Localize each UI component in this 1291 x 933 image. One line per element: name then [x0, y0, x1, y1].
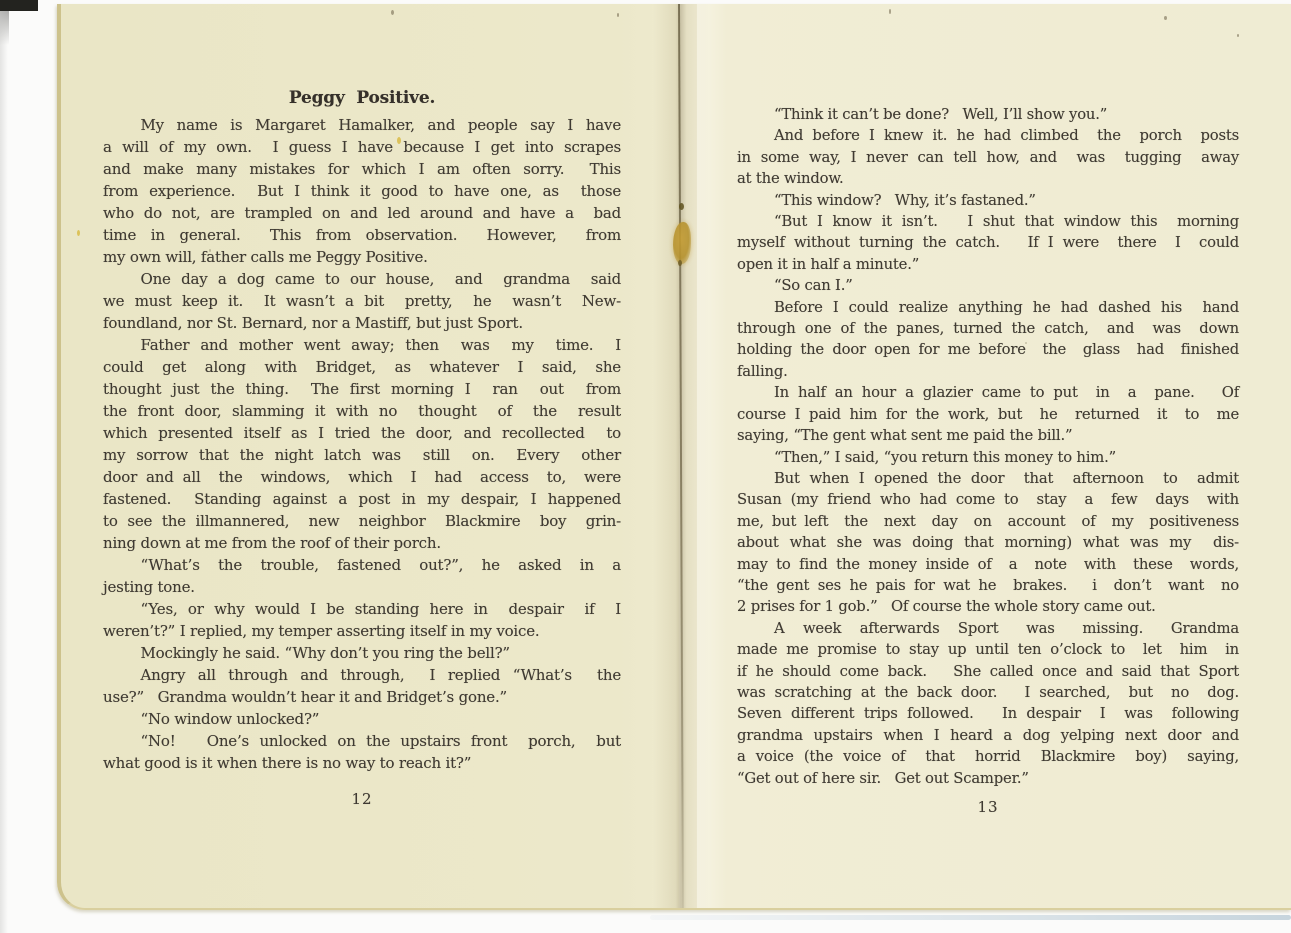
text-line: falling. — [737, 362, 788, 380]
text-line: course I paid him for the work, but he returned it to me — [737, 405, 1239, 423]
page-number-left: 12 — [351, 790, 373, 808]
paragraph — [737, 468, 1239, 618]
paragraph — [103, 598, 621, 642]
paragraph — [737, 382, 1239, 446]
text-line: if he should come back. She called once and said that Sport — [737, 662, 1239, 680]
gutter-stain — [673, 222, 691, 264]
paper-fleck — [1237, 34, 1239, 37]
paragraph — [103, 268, 621, 334]
text-line: from experience. But I think it good to have one, as those — [103, 182, 621, 200]
left-page-text-column — [103, 86, 621, 810]
text-line: my sorrow that the night latch was still on. Every other — [103, 446, 621, 464]
text-line: was scratching at the back door. I searched, but no dog. — [737, 683, 1239, 701]
text-line: which presented itself as I tried the door, and recollected to — [103, 424, 621, 442]
paper-fleck — [617, 13, 619, 17]
paragraph — [737, 125, 1239, 189]
text-line: and make many mistakes for which I am often sorry. This — [103, 160, 621, 178]
text-line: in some way, I never can tell how, and was tugging away — [737, 148, 1239, 166]
text-line: holding the door open for me before the glass had finished — [737, 341, 1239, 359]
text-line: time in general. This from observation. However, from — [103, 226, 621, 244]
text-line: could get along with Bridget, as whatever I said, she — [103, 358, 621, 376]
paper-fleck — [391, 10, 394, 15]
paragraph — [737, 297, 1239, 383]
text-line: may to find the money inside of a note with these words, — [737, 555, 1239, 573]
paragraph — [737, 190, 1239, 211]
text-line: Seven different trips followed. In despair I was following — [737, 705, 1239, 723]
text-line: Mockingly he said. “Why don’t you ring the bell?” — [140, 644, 510, 662]
text-line: what good is it when there is no way to reach it?” — [103, 754, 472, 772]
text-line: myself without turning the catch. If I were there I could — [737, 234, 1239, 252]
text-line: “What’s the trouble, fastened out?”, he asked in a — [140, 556, 621, 574]
text-line: “But I know it isn’t. I shut that window this morning — [774, 213, 1239, 231]
text-line: “Think it can’t be done? Well, I’ll show you.” — [774, 106, 1108, 123]
paragraph — [103, 334, 621, 554]
paper-fleck — [889, 9, 891, 14]
paper-fleck-yellow — [77, 230, 80, 236]
text-line: “This window? Why, it’s fastaned.” — [774, 191, 1036, 209]
text-line: “Yes, or why would I be standing here in despair if I — [140, 600, 621, 618]
text-line: grandma upstairs when I heard a dog yelping next door and — [737, 726, 1239, 744]
text-line: who do not, are trampled on and led around and have a bad — [103, 204, 621, 222]
right-page-body — [737, 104, 1239, 789]
text-line: A week afterwards Sport was missing. Grandma — [774, 619, 1239, 637]
text-line: My name is Margaret Hamalker, and people say I have — [140, 116, 621, 134]
text-line: the front door, slamming it with no thought of the result — [103, 402, 621, 420]
right-page-text-column — [737, 104, 1239, 818]
text-line: at the window. — [737, 170, 844, 188]
text-line: door and all the windows, which I had access to, were — [103, 468, 621, 486]
gutter-stain-dot — [678, 260, 682, 266]
text-line: jesting tone. — [103, 578, 195, 596]
text-line: about what she was doing that morning) what was my dis- — [737, 534, 1239, 552]
left-page-body — [103, 114, 621, 774]
scanner-bed-corner — [0, 0, 38, 11]
paragraph — [103, 664, 621, 708]
text-line: One day a dog came to our house, and grandma said — [140, 270, 621, 288]
text-line: a voice (the voice of that horrid Blackmire boy) saying, — [737, 748, 1239, 766]
text-line: thought just the thing. The first morning I ran out from — [103, 380, 621, 398]
text-line: And before I knew it. he had climbed the porch posts — [774, 127, 1239, 145]
text-line: foundland, nor St. Bernard, nor a Mastiff, but just Sport. — [103, 314, 523, 332]
text-line: 2 prises for 1 gob.” Of course the whole story came out. — [737, 598, 1156, 616]
text-line: “No window unlocked?” — [140, 710, 320, 728]
paper-fleck — [1164, 16, 1167, 20]
text-line: Father and mother went away; then was my time. I — [140, 336, 621, 354]
text-line: fastened. Standing against a post in my despair, I happened — [103, 490, 621, 508]
page-edge-shadow — [0, 11, 8, 933]
text-line: saying, “The gent what sent me paid the bill.” — [737, 427, 1073, 445]
text-line: “the gent ses he pais for wat he brakes. i don’t want no — [737, 576, 1239, 594]
text-line: “So can I.” — [774, 277, 853, 295]
paragraph — [103, 642, 621, 664]
text-line: “No! One’s unlocked on the upstairs front porch, but — [140, 732, 621, 750]
page-number-right: 13 — [977, 798, 999, 816]
scanner-bed-line — [650, 915, 1291, 920]
text-line: weren’t?” I replied, my temper asserting itself in my voice. — [103, 622, 540, 640]
story-title: Peggy Positive. — [288, 88, 436, 108]
text-line: open it in half a minute.” — [737, 255, 920, 273]
text-line: to see the illmannered, new neighbor Blackmire boy grin- — [103, 512, 621, 530]
paragraph — [103, 730, 621, 774]
paragraph — [737, 104, 1239, 125]
book-spread — [57, 4, 1291, 910]
text-line: “Get out of here sir. Get out Scamper.” — [737, 769, 1029, 787]
text-line: my own will, father calls me Peggy Positive. — [103, 248, 428, 266]
text-line: made me promise to stay up until ten o’clock to let him in — [737, 641, 1239, 659]
paragraph — [737, 618, 1239, 789]
gutter-stain-dot — [679, 203, 684, 210]
paragraph — [103, 554, 621, 598]
text-line: me, but left the next day on account of my positiveness — [737, 512, 1239, 530]
paragraph — [103, 114, 621, 268]
text-line: ning down at me from the roof of their porch. — [103, 534, 441, 552]
paragraph — [103, 708, 621, 730]
paragraph — [737, 275, 1239, 296]
text-line: Before I could realize anything he had dashed his hand — [774, 298, 1239, 316]
text-line: we must keep it. It wasn’t a bit pretty, he wasn’t New- — [103, 292, 621, 310]
text-line: Susan (my friend who had come to stay a few days with — [737, 491, 1239, 509]
text-line: “Then,” I said, “you return this money to him.” — [774, 448, 1116, 466]
text-line: a will of my own. I guess I have because I get into scrapes — [103, 138, 621, 156]
text-line: But when I opened the door that afternoon to admit — [774, 469, 1239, 487]
paragraph — [737, 447, 1239, 468]
text-line: through one of the panes, turned the catch, and was down — [737, 320, 1239, 338]
text-line: In half an hour a glazier came to put in a pane. Of — [774, 384, 1239, 402]
paragraph — [737, 211, 1239, 275]
text-line: Angry all through and through, I replied “What’s the — [140, 666, 621, 684]
gutter-highlight — [697, 4, 727, 908]
text-line: use?” Grandma wouldn’t hear it and Bridget’s gone.” — [103, 688, 508, 706]
